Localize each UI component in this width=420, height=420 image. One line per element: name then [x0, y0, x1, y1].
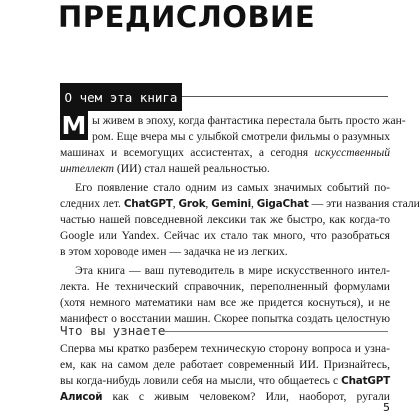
- text-run: машинах и всемогущих ассистентах, а сегодня: [60, 146, 309, 159]
- section-heading-box: [60, 83, 182, 111]
- keyword-grok: Grok: [178, 198, 206, 210]
- text-run: (ИИ) стал нашей реальностью.: [113, 162, 270, 175]
- text-line: ем, как на самом деле работает современный ИИ. Признайтесь,: [60, 358, 390, 371]
- text-line: [60, 161, 390, 177]
- text-line: лекта. Не технический справочник, переполненный формулами: [60, 280, 390, 293]
- drop-cap: М: [61, 110, 87, 140]
- keyword-chatgpt: ChatGPT: [341, 375, 391, 387]
- text-line: [60, 145, 390, 161]
- subsection-title: Что вы узнаете: [60, 323, 166, 338]
- text-line: следних лет. ChatGPT, Grok, Gemini, GigaChat — эти названия стали: [60, 197, 420, 210]
- text-line: Сперва мы кратко разберем техническую сторону вопроса и узна-: [60, 342, 390, 355]
- keyword-alisa: Алисой: [60, 391, 103, 403]
- page-number: 5: [383, 401, 390, 414]
- text-line: Эта книга — ваш путеводитель в мире искусственного интел-: [75, 264, 390, 277]
- chapter-title: ПРЕДИСЛОВИЕ: [58, 0, 316, 34]
- text-line: в этом хороводе имен — задачка не из легких.: [60, 245, 288, 258]
- text-line: частью нашей повседневной лексики так же быстро, как когда-то: [60, 213, 390, 226]
- text-run: — эти названия стали: [311, 197, 420, 210]
- text-line: ы живем в эпоху, когда фантастика перестала быть просто жан-: [92, 114, 406, 127]
- text-line: (хотя немного математики нам все же придется коснуться), и не: [60, 296, 390, 309]
- emphasis-term: интеллект: [60, 162, 114, 175]
- text-run: как с живым человеком? Или, наоборот, ругали: [102, 390, 390, 403]
- keyword-chatgpt: ChatGPT: [123, 198, 173, 210]
- text-line: манифест о восстании машин. Скорее попытка создать целостную: [60, 312, 390, 325]
- keyword-gigachat: GigaChat: [256, 198, 309, 210]
- section-title: О чем эта книга: [64, 89, 178, 105]
- text-run: следних лет.: [60, 197, 121, 210]
- text-line: Google или Yandex. Сейчас их стало так много, что разобраться: [60, 229, 390, 242]
- subsection-rule: [160, 331, 388, 332]
- text-run: вы когда-нибудь ловили себя на мысли, что общаетесь с: [60, 374, 339, 387]
- text-line: ром. Еще вчера мы с улыбкой смотрели фильмы о разумных: [92, 130, 390, 143]
- emphasis-term: искусственный: [314, 146, 390, 159]
- text-line: [60, 389, 390, 405]
- text-line: [60, 373, 390, 389]
- keyword-gemini: Gemini: [211, 198, 251, 210]
- text-line: Его появление стало одним из самых значимых событий по-: [75, 181, 390, 194]
